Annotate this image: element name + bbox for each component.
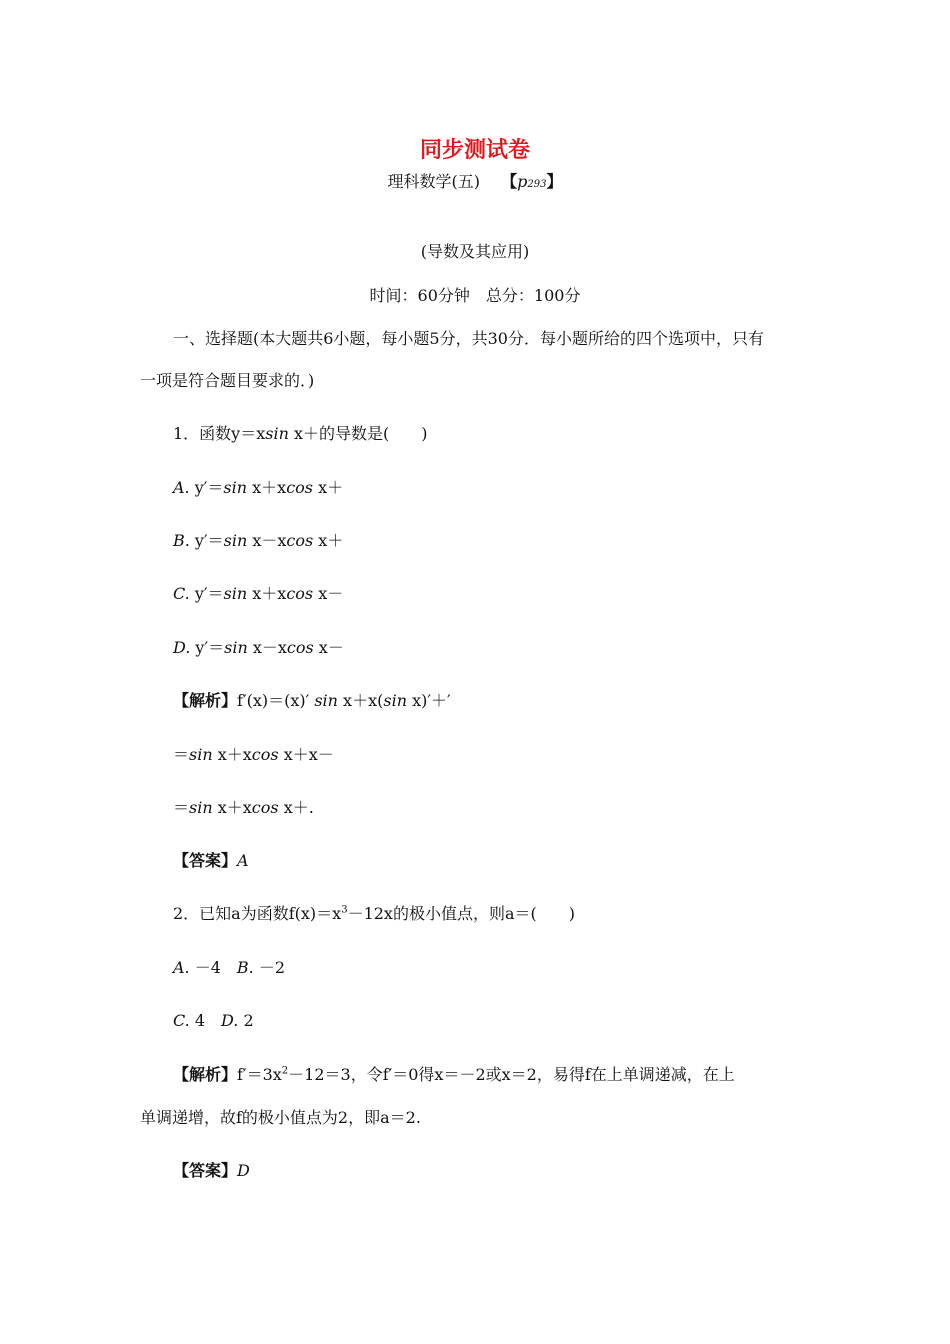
- option-text: x＋x: [247, 478, 287, 497]
- analysis-func: sin: [189, 798, 213, 817]
- option-letter: C.: [173, 584, 190, 603]
- q2-stem-part: －12x的极小值点，则a＝( ): [347, 904, 575, 923]
- analysis-func: sin: [189, 745, 213, 764]
- q1-analysis-line1: [173, 690, 451, 712]
- q1-answer: [173, 850, 249, 872]
- page-ref-close: 】: [546, 172, 563, 191]
- q2-options-ab: [173, 957, 285, 979]
- analysis-text: ＝: [173, 798, 190, 817]
- analysis-func: cos: [251, 798, 279, 817]
- option-func: sin: [223, 531, 248, 550]
- analysis-text: ＝: [173, 745, 190, 764]
- analysis-text: f′(x)＝(x)′: [237, 691, 310, 710]
- analysis-text: x＋x－: [278, 745, 334, 764]
- option-text: x＋: [313, 478, 344, 497]
- q1-option-c: [173, 583, 343, 605]
- option-text: y′＝: [190, 638, 225, 657]
- q2-options-cd: [173, 1010, 254, 1032]
- option-text: x－x: [247, 638, 287, 657]
- analysis-func: cos: [251, 745, 279, 764]
- analysis-text: x＋.: [278, 798, 314, 817]
- q1-stem-sin: sin: [265, 424, 289, 443]
- section-heading-line2: 一项是符合题目要求的．): [140, 371, 315, 390]
- page-ref-num: 293: [527, 179, 547, 190]
- analysis-func: sin: [314, 691, 338, 710]
- analysis-sup: 2: [281, 1065, 289, 1077]
- page-title: 同步测试卷: [419, 138, 530, 163]
- option-func: cos: [286, 478, 313, 497]
- option-letter: B.: [236, 958, 254, 977]
- q2-answer: [173, 1160, 250, 1182]
- time-info: 时间：60分钟 总分：100分: [369, 286, 581, 305]
- option-letter: A.: [173, 478, 190, 497]
- analysis-label: 【解析】: [173, 1065, 238, 1084]
- option-text: x＋x: [247, 584, 287, 603]
- analysis-text: f′＝3x: [237, 1065, 282, 1084]
- analysis-text: x＋x: [212, 745, 252, 764]
- option-letter: D.: [221, 1011, 239, 1030]
- option-text: x－: [313, 638, 344, 657]
- option-text: 2: [238, 1011, 254, 1030]
- subject-line: [0, 171, 950, 196]
- option-text: y′＝: [189, 584, 224, 603]
- q2-analysis-line2: 单调递增，故f的极小值点为2，即a＝2.: [140, 1108, 421, 1127]
- q1-analysis-line2: [173, 744, 334, 766]
- option-text: y′＝: [189, 478, 224, 497]
- answer-label: 【答案】: [173, 851, 238, 870]
- option-func: sin: [224, 638, 248, 657]
- q2-stem: [173, 903, 575, 925]
- analysis-func: sin: [383, 691, 407, 710]
- answer-value: A: [237, 851, 249, 870]
- q1-stem-part: 1．函数y＝x: [173, 424, 266, 443]
- option-letter: B.: [173, 531, 190, 550]
- q1-option-b: [173, 530, 343, 552]
- option-text: －4: [189, 958, 237, 977]
- answer-label: 【答案】: [173, 1161, 238, 1180]
- option-letter: D.: [173, 638, 191, 657]
- subject: 理科数学(五): [387, 172, 481, 191]
- option-letter: C.: [173, 1011, 190, 1030]
- q1-option-d: [173, 637, 344, 659]
- section-heading-line1: 一、选择题(本大题共6小题，每小题5分，共30分．每小题所给的四个选项中，只有: [173, 329, 764, 348]
- topic: (导数及其应用): [420, 242, 530, 261]
- q1-stem-part: x＋的导数是( ): [288, 424, 428, 443]
- q2-stem-part: 2．已知a为函数f(x)＝x: [173, 904, 342, 923]
- option-func: sin: [223, 584, 248, 603]
- answer-value: D: [237, 1161, 250, 1180]
- analysis-text: x＋x: [212, 798, 252, 817]
- option-text: x－x: [247, 531, 287, 550]
- option-func: cos: [286, 584, 314, 603]
- page-ref-open: 【: [501, 172, 518, 191]
- option-func: cos: [286, 638, 314, 657]
- option-text: x＋: [313, 531, 344, 550]
- q1-option-a: [173, 477, 343, 499]
- option-func: sin: [223, 478, 248, 497]
- option-text: x－: [313, 584, 344, 603]
- option-text: 4: [189, 1011, 222, 1030]
- q2-analysis-line1: [173, 1064, 735, 1086]
- analysis-text: －12＝3，令f′＝0得x＝－2或x＝2，易得f在上单调递减，在上: [288, 1065, 735, 1084]
- analysis-text: x＋x(: [337, 691, 384, 710]
- option-text: y′＝: [189, 531, 224, 550]
- page-ref-p: p: [517, 172, 528, 191]
- option-text: －2: [253, 958, 286, 977]
- option-letter: A.: [173, 958, 190, 977]
- analysis-label: 【解析】: [173, 691, 238, 710]
- analysis-text: x)′＋′: [407, 691, 451, 710]
- option-func: cos: [286, 531, 314, 550]
- q2-stem-sup: 3: [341, 904, 348, 916]
- q1-analysis-line3: [173, 797, 314, 819]
- q1-stem: [173, 423, 428, 445]
